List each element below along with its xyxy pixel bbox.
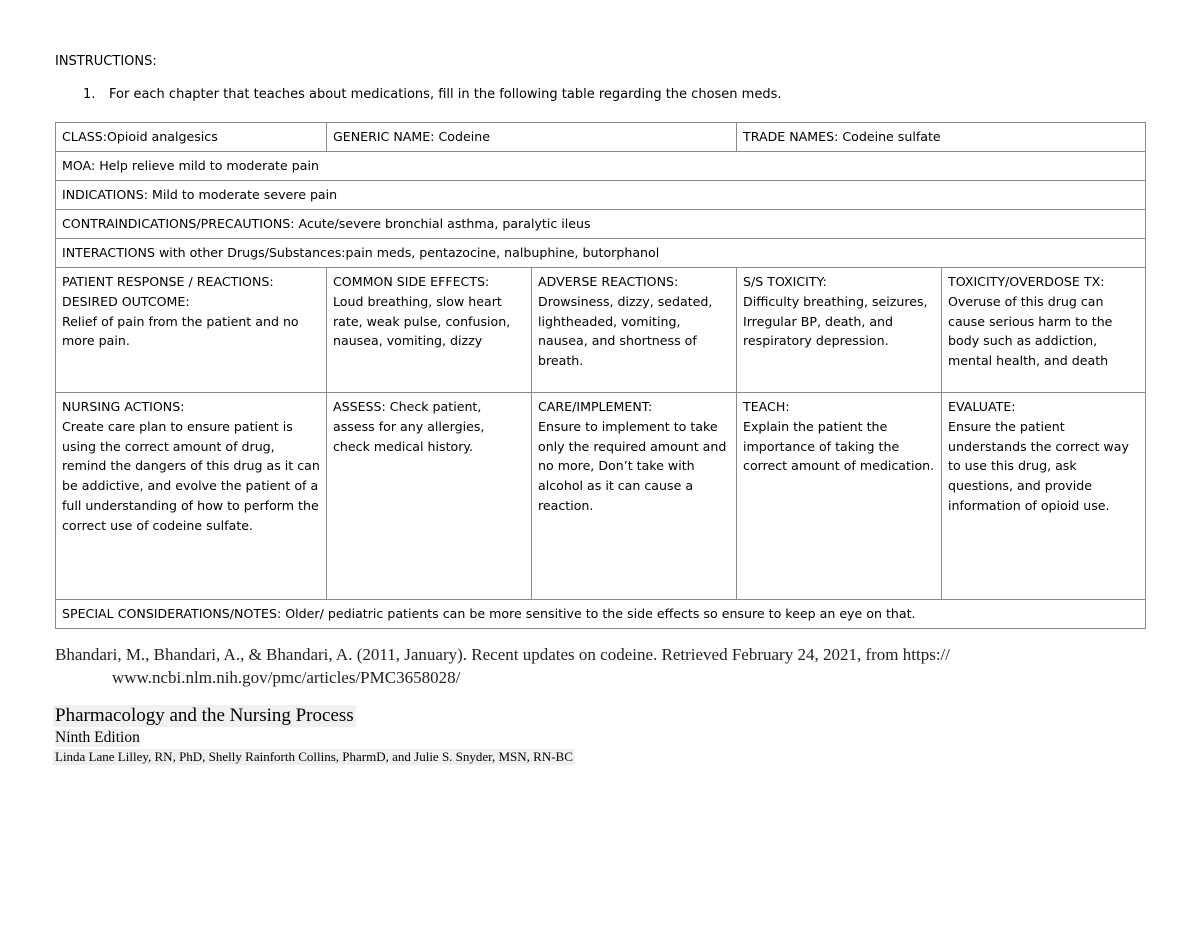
- trade-names-cell: [737, 123, 1146, 152]
- desired-outcome-value: Relief of pain from the patient and no more pain.: [62, 313, 299, 349]
- trade-value: Codeine sulfate: [838, 129, 941, 144]
- instructions-item-text: For each chapter that teaches about medications, fill in the following table regarding the chosen meds.: [109, 87, 782, 102]
- toxicity-signs-cell: [737, 268, 942, 393]
- instructions-item-number: 1.: [83, 87, 96, 102]
- table-row: [56, 152, 1146, 181]
- table-row: [56, 239, 1146, 268]
- overdose-tx-cell: [942, 268, 1146, 393]
- adverse-reactions-label: ADVERSE REACTIONS:: [538, 274, 679, 289]
- care-implement-value: Ensure to implement to take only the required amount and no more, Don’t take with alcohol as it can cause a reaction.: [538, 418, 727, 513]
- interactions-cell: [56, 239, 1146, 268]
- trade-label: TRADE NAMES:: [743, 129, 839, 144]
- evaluate-value: Ensure the patient understands the correct way to use this drug, ask questions, and provide information of opioid use.: [948, 418, 1129, 513]
- special-considerations-cell: [56, 600, 1146, 629]
- toxicity-signs-label: S/S TOXICITY:: [743, 274, 827, 289]
- special-considerations-value: Older/ pediatric patients can be more sensitive to the side effects so ensure to keep an eye on that.: [281, 606, 916, 621]
- table-row: [56, 268, 1146, 393]
- contraindications-cell: [56, 210, 1146, 239]
- medication-table: [55, 122, 1146, 629]
- overdose-tx-label: TOXICITY/OVERDOSE TX:: [948, 274, 1105, 289]
- desired-outcome-label: DESIRED OUTCOME:: [62, 293, 190, 309]
- toxicity-signs-value: Difficulty breathing, seizures, Irregular BP, death, and respiratory depression.: [743, 293, 928, 349]
- interactions-label: INTERACTIONS with other Drugs/Substances:: [62, 245, 346, 260]
- nursing-actions-cell: [56, 393, 327, 600]
- patient-response-cell: [56, 268, 327, 393]
- adverse-reactions-cell: [532, 268, 737, 393]
- moa-label: MOA:: [62, 158, 96, 173]
- nursing-actions-label: NURSING ACTIONS:: [62, 399, 185, 414]
- moa-cell: [56, 152, 1146, 181]
- indications-value: Mild to moderate severe pain: [147, 187, 338, 202]
- class-value: Opioid analgesics: [106, 129, 218, 144]
- assess-cell: [327, 393, 532, 600]
- evaluate-label: EVALUATE:: [948, 399, 1016, 414]
- book-edition: Ninth Edition: [55, 729, 140, 746]
- reference-line-1: Bhandari, M., Bhandari, A., & Bhandari, A. (2011, January). Recent updates on codeine. Retrieved February 24, 2021, from https://: [55, 645, 950, 664]
- teach-label: TEACH:: [743, 399, 790, 414]
- book-title: Pharmacology and the Nursing Process: [55, 705, 354, 726]
- assess-label: ASSESS:: [333, 399, 386, 414]
- table-row: [56, 123, 1146, 152]
- generic-value: Codeine: [434, 129, 490, 144]
- book-authors: Linda Lane Lilley, RN, PhD, Shelly Rainforth Collins, PharmD, and Julie S. Snyder, MSN, RN-BC: [55, 749, 573, 764]
- evaluate-cell: [942, 393, 1146, 600]
- side-effects-label: COMMON SIDE EFFECTS:: [333, 274, 490, 289]
- overdose-tx-value: Overuse of this drug can cause serious harm to the body such as addiction, mental health, and death: [948, 293, 1113, 369]
- class-label: CLASS:: [62, 129, 107, 144]
- care-implement-cell: [532, 393, 737, 600]
- adverse-reactions-value: Drowsiness, dizzy, sedated, lightheaded, vomiting, nausea, and shortness of breath.: [538, 293, 713, 369]
- side-effects-cell: [327, 268, 532, 393]
- table-row: [56, 181, 1146, 210]
- contraindications-label: CONTRAINDICATIONS/PRECAUTIONS:: [62, 216, 295, 231]
- patient-response-label: PATIENT RESPONSE / REACTIONS:: [62, 274, 274, 289]
- nursing-actions-value: Create care plan to ensure patient is using the correct amount of drug, remind the dangers of this drug as it can be addictive, and evolve the patient of a full understanding of how to perform the correct use of codeine sulfate.: [62, 418, 320, 533]
- table-row: [56, 600, 1146, 629]
- contraindications-value: Acute/severe bronchial asthma, paralytic ileus: [294, 216, 591, 231]
- indications-label: INDICATIONS:: [62, 187, 148, 202]
- interactions-value: pain meds, pentazocine, nalbuphine, butorphanol: [345, 245, 660, 260]
- generic-name-cell: [327, 123, 737, 152]
- reference-line-2: www.ncbi.nlm.nih.gov/pmc/articles/PMC3658028/: [112, 668, 461, 687]
- moa-value: Help relieve mild to moderate pain: [95, 158, 319, 173]
- class-cell: [56, 123, 327, 152]
- table-row: [56, 210, 1146, 239]
- generic-label: GENERIC NAME:: [333, 129, 435, 144]
- instructions-heading: INSTRUCTIONS:: [55, 54, 157, 69]
- teach-value: Explain the patient the importance of taking the correct amount of medication.: [743, 418, 935, 474]
- teach-cell: [737, 393, 942, 600]
- assess-value: Check patient, assess for any allergies, check medical history.: [333, 399, 485, 454]
- care-implement-label: CARE/IMPLEMENT:: [538, 399, 653, 414]
- side-effects-value: Loud breathing, slow heart rate, weak pulse, confusion, nausea, vomiting, dizzy: [333, 293, 511, 349]
- reference-citation: [55, 643, 1055, 689]
- table-row: [56, 393, 1146, 600]
- indications-cell: [56, 181, 1146, 210]
- special-considerations-label: SPECIAL CONSIDERATIONS/NOTES:: [62, 606, 282, 621]
